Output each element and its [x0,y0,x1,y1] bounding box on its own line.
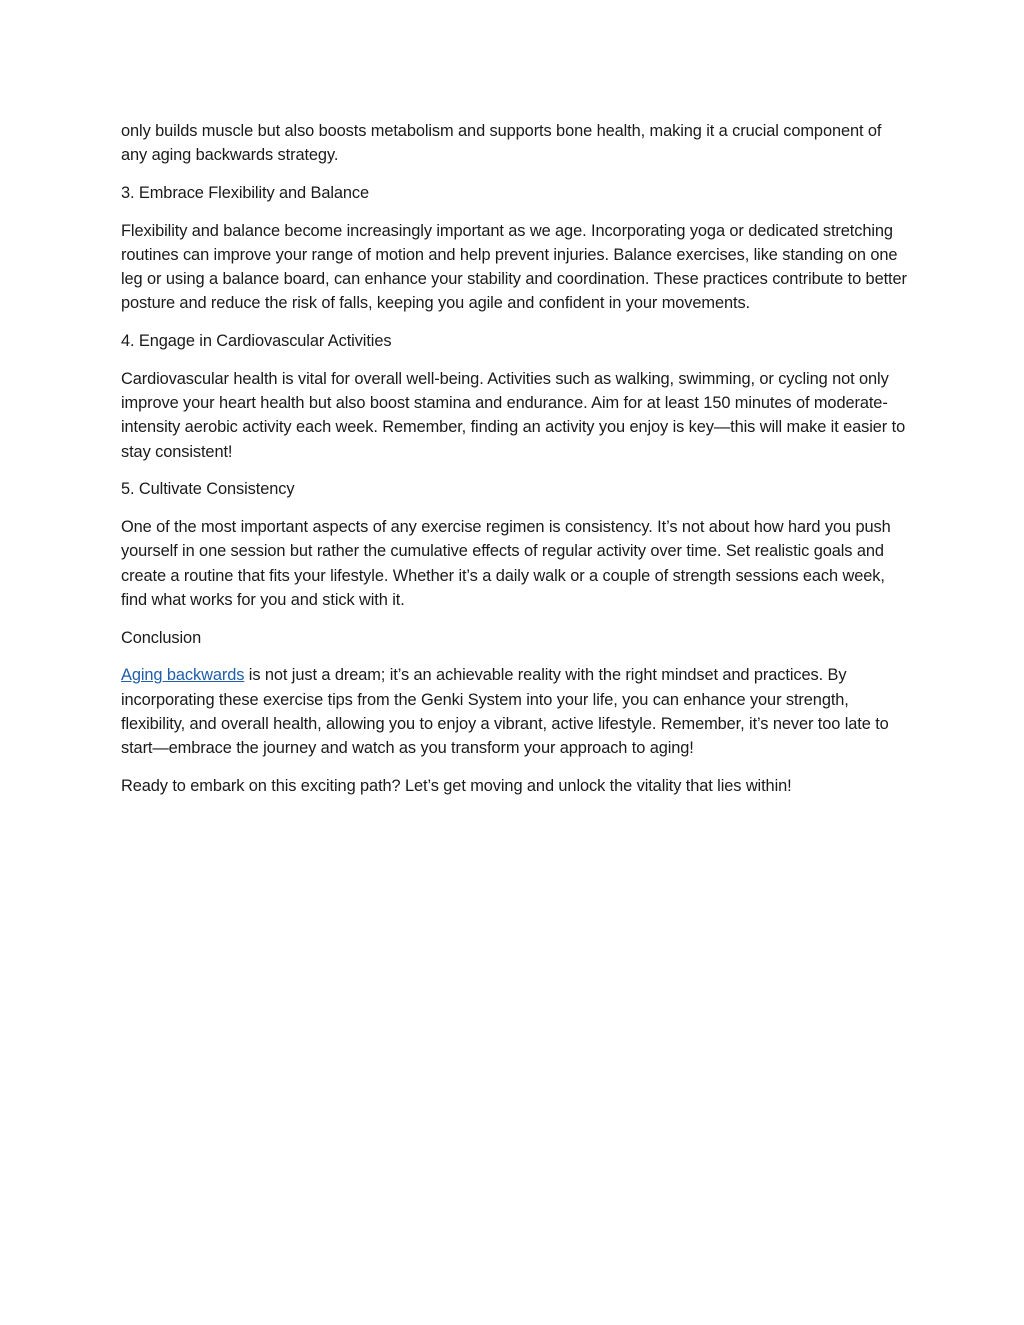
paragraph-closing: Ready to embark on this exciting path? Let’s get moving and unlock the vitality that lies within! [121,776,792,795]
conclusion-text: is not just a dream; it’s an achievable reality with the right mindset and practices. By incorporating these exercise tips from the Genki System into your life, you can enhance your strength, flexibility, and overall health, allowing you to enjoy a vibrant, active lifestyle. Remember, it’s never too late to start—embrace the journey and watch as you transform your approach to aging! [121,666,889,758]
section-heading-cardio: 4. Engage in Cardiovascular Activities [121,332,392,351]
document-body [121,119,911,812]
aging-backwards-link[interactable]: Aging backwards [121,666,245,685]
paragraph-conclusion [121,663,911,760]
section-heading-consistency: 5. Cultivate Consistency [121,480,295,499]
paragraph-consistency: One of the most important aspects of any exercise regimen is consistency. It’s not about how hard you push yourself in one session but rather the cumulative effects of regular activity over time. Set realistic goals and create a routine that fits your lifestyle. Whether it’s a daily walk or a couple of strength sessions each week, find what works for you and stick with it. [121,518,891,609]
paragraph-flexibility: Flexibility and balance become increasingly important as we age. Incorporating yoga or dedicated stretching routines can improve your range of motion and help prevent injuries. Balance exercises, like standing on one leg or using a balance board, can enhance your stability and coordination. These practices contribute to better posture and reduce the risk of falls, keeping you agile and confident in your movements. [121,221,907,313]
section-heading-flexibility: 3. Embrace Flexibility and Balance [121,184,370,202]
paragraph-strength-continued: only builds muscle but also boosts metabolism and supports bone health, making it a crucial component of any aging backwards strategy. [121,122,882,165]
section-heading-conclusion: Conclusion [121,628,202,647]
paragraph-cardio: Cardiovascular health is vital for overall well-being. Activities such as walking, swimming, or cycling not only improve your heart health but also boost stamina and endurance. Aim for at least 150 minutes of moderate-intensity aerobic activity each week. Remember, finding an activity you enjoy is key—this will make it easier to stay consistent! [121,370,906,461]
